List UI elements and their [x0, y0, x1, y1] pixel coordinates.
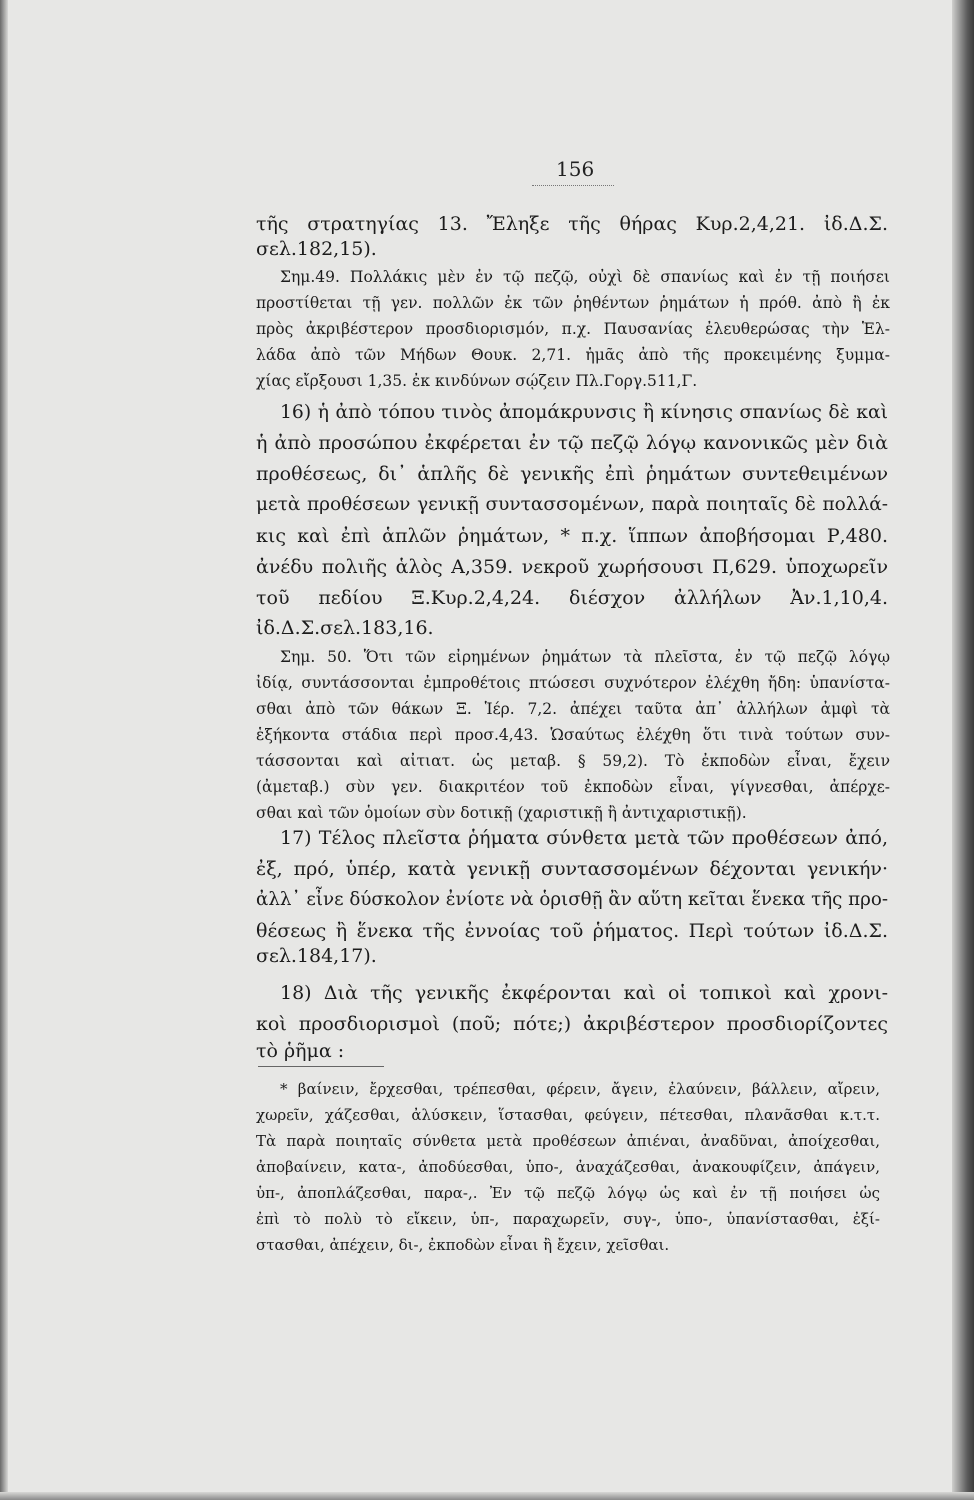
scan-shadow-bottom: [0, 1492, 974, 1500]
footnote-line: ἀποβαίνειν, κατα-, ἀποδύεσθαι, ὑπο-, ἀναχάζεσθαι, ἀνακουφίζειν, ἀπάγειν,: [256, 1158, 880, 1176]
footnote-line: χωρεῖν, χάζεσθαι, ἀλύσκειν, ἵστασθαι, φεύγειν, πέτεσθαι, πλανᾶσθαι κ.τ.τ.: [256, 1106, 880, 1124]
note-line: Σημ. 50. Ὅτι τῶν εἰρημένων ῥημάτων τὰ πλεῖστα, ἐν τῷ πεζῷ λόγῳ: [280, 648, 890, 666]
text-line: ἡ ἀπὸ προσώπου ἐκφέρεται ἐν τῷ πεζῷ λόγῳ κανονικῶς μὲν διὰ: [256, 432, 888, 454]
scan-shadow-left: [0, 0, 8, 1500]
note-line: (ἀμεταβ.) σὺν γεν. διακριτέον τοῦ ἐκποδὼν εἶναι, γίγνεσθαι, ἀπέρχε-: [256, 778, 890, 796]
footnote-line: στασθαι, ἀπέχειν, δι-, ἐκποδὼν εἶναι ἢ ἔχειν, χεῖσθαι.: [256, 1236, 670, 1254]
text-line: ἀλλ᾽ εἶνε δύσκολον ἐνίοτε νὰ ὁρισθῇ ἂν αὕτη κεῖται ἕνεκα τῆς προ-: [256, 889, 889, 910]
note-line: τάσσονται καὶ αἰτιατ. ὡς μεταβ. § 59,2). Τὸ ἐκποδὼν εἶναι, ἔχειν: [256, 752, 890, 770]
text-line: ἰδ.Δ.Σ.σελ.183,16.: [256, 617, 434, 639]
note-line: ἰδίᾳ, συντάσσονται ἐμπροθέτοις πτώσεσι συχνότερον ἐλέχθη ἤδη: ὑπανίστα-: [256, 674, 890, 692]
text-line: κοὶ προσδιορισμοὶ (ποῦ; πότε;) ἀκριβέστερον προσδιορίζοντες: [256, 1013, 888, 1035]
note-line: σθαι ἀπὸ τῶν θάκων Ξ. Ἱέρ. 7,2. ἀπέχει ταῦτα ἀπ᾽ ἀλλήλων ἀμφὶ τὰ: [256, 700, 890, 718]
note-line: πρὸς ἀκριβέστερον προσδιορισμόν, π.χ. Παυσανίας ἐλευθερώσας τὴν Ἑλ-: [256, 320, 890, 338]
note-line: Σημ.49. Πολλάκις μὲν ἐν τῷ πεζῷ, οὐχὶ δὲ σπανίως καὶ ἐν τῇ ποιήσει: [280, 268, 890, 286]
text-line: 18) Διὰ τῆς γενικῆς ἐκφέρονται καὶ οἱ τοπικοὶ καὶ χρονι-: [280, 982, 888, 1004]
text-line: μετὰ προθέσεων γενικῇ συντασσομένων, παρὰ ποιηταῖς δὲ πολλά-: [256, 494, 888, 515]
text-line: τοῦ πεδίου Ξ.Κυρ.2,4,24. διέσχον ἀλλήλων Ἀν.1,10,4.: [256, 587, 888, 609]
footnote-line: ὑπ-, ἀποπλάζεσθαι, παρα-,. Ἐν τῷ πεζῷ λόγῳ ὡς καὶ ἐν τῇ ποιήσει ὡς: [256, 1184, 880, 1202]
text-line: τῆς στρατηγίας 13. Ἔληξε τῆς θήρας Κυρ.2,4,21. ἰδ.Δ.Σ.: [256, 213, 888, 235]
text-line: κις καὶ ἐπὶ ἁπλῶν ῥημάτων, * π.χ. ἵππων ἀποβήσομαι Ρ,480.: [256, 525, 888, 547]
note-line: χίας εἴρξουσι 1,35. ἐκ κινδύνων σῴζειν Πλ.Γοργ.511,Γ.: [256, 372, 698, 390]
footnote-line: ἐπὶ τὸ πολὺ τὸ εἴκειν, ὑπ-, παραχωρεῖν, συγ-, ὑπο-, ὑπανίστασθαι, ἐξί-: [256, 1210, 880, 1228]
footnote-rule: [258, 1066, 384, 1067]
note-line: λάδα ἀπὸ τῶν Μήδων Θουκ. 2,71. ἡμᾶς ἀπὸ τῆς προκειμένης ξυμμα-: [256, 346, 890, 364]
text-line: θέσεως ἢ ἕνεκα τῆς ἐννοίας τοῦ ῥήματος. Περὶ τούτων ἰδ.Δ.Σ.: [256, 920, 888, 942]
text-line: τὸ ῥῆμα :: [256, 1040, 345, 1062]
text-line: προθέσεως, δι᾽ ἁπλῆς δὲ γενικῆς ἐπὶ ῥημάτων συντεθειμένων: [256, 463, 888, 485]
note-line: ἑξήκοντα στάδια περὶ προσ.4,43. Ὡσαύτως ἐλέχθη ὅτι τινὰ τούτων συν-: [256, 726, 890, 744]
page-number: 156: [556, 157, 595, 181]
scan-shadow-right: [952, 0, 974, 1500]
text-line: σελ.182,15).: [256, 238, 377, 260]
text-line: ἐξ, πρό, ὑπέρ, κατὰ γενικῇ συντασσομένων δέχονται γενικήν·: [256, 858, 888, 880]
text-line: 17) Τέλος πλεῖστα ῥήματα σύνθετα μετὰ τῶν προθέσεων ἀπό,: [280, 827, 888, 849]
text-line: 16) ἡ ἀπὸ τόπου τινὸς ἀπομάκρυνσις ἢ κίνησις σπανίως δὲ καὶ: [280, 402, 888, 423]
footnote-line: * βαίνειν, ἔρχεσθαι, τρέπεσθαι, φέρειν, ἄγειν, ἐλαύνειν, βάλλειν, αἴρειν,: [280, 1080, 880, 1098]
note-line: σθαι καὶ τῶν ὁμοίων σὺν δοτικῇ (χαριστικῇ ἢ ἀντιχαριστικῇ).: [256, 804, 747, 822]
footnote-line: Τὰ παρὰ ποιηταῖς σύνθετα μετὰ προθέσεων ἀπιέναι, ἀναδῦναι, ἀποίχεσθαι,: [256, 1132, 880, 1150]
text-line: σελ.184,17).: [256, 945, 377, 967]
text-line: ἀνέδυ πολιῆς ἁλὸς Α,359. νεκροῦ χωρήσουσι Π,629. ὑποχωρεῖν: [256, 556, 888, 578]
note-line: προστίθεται τῇ γεν. πολλῶν ἐκ τῶν ῥηθέντων ῥημάτων ἡ πρόθ. ἀπὸ ἢ ἐκ: [256, 294, 890, 312]
page-number-rule: [532, 185, 614, 186]
